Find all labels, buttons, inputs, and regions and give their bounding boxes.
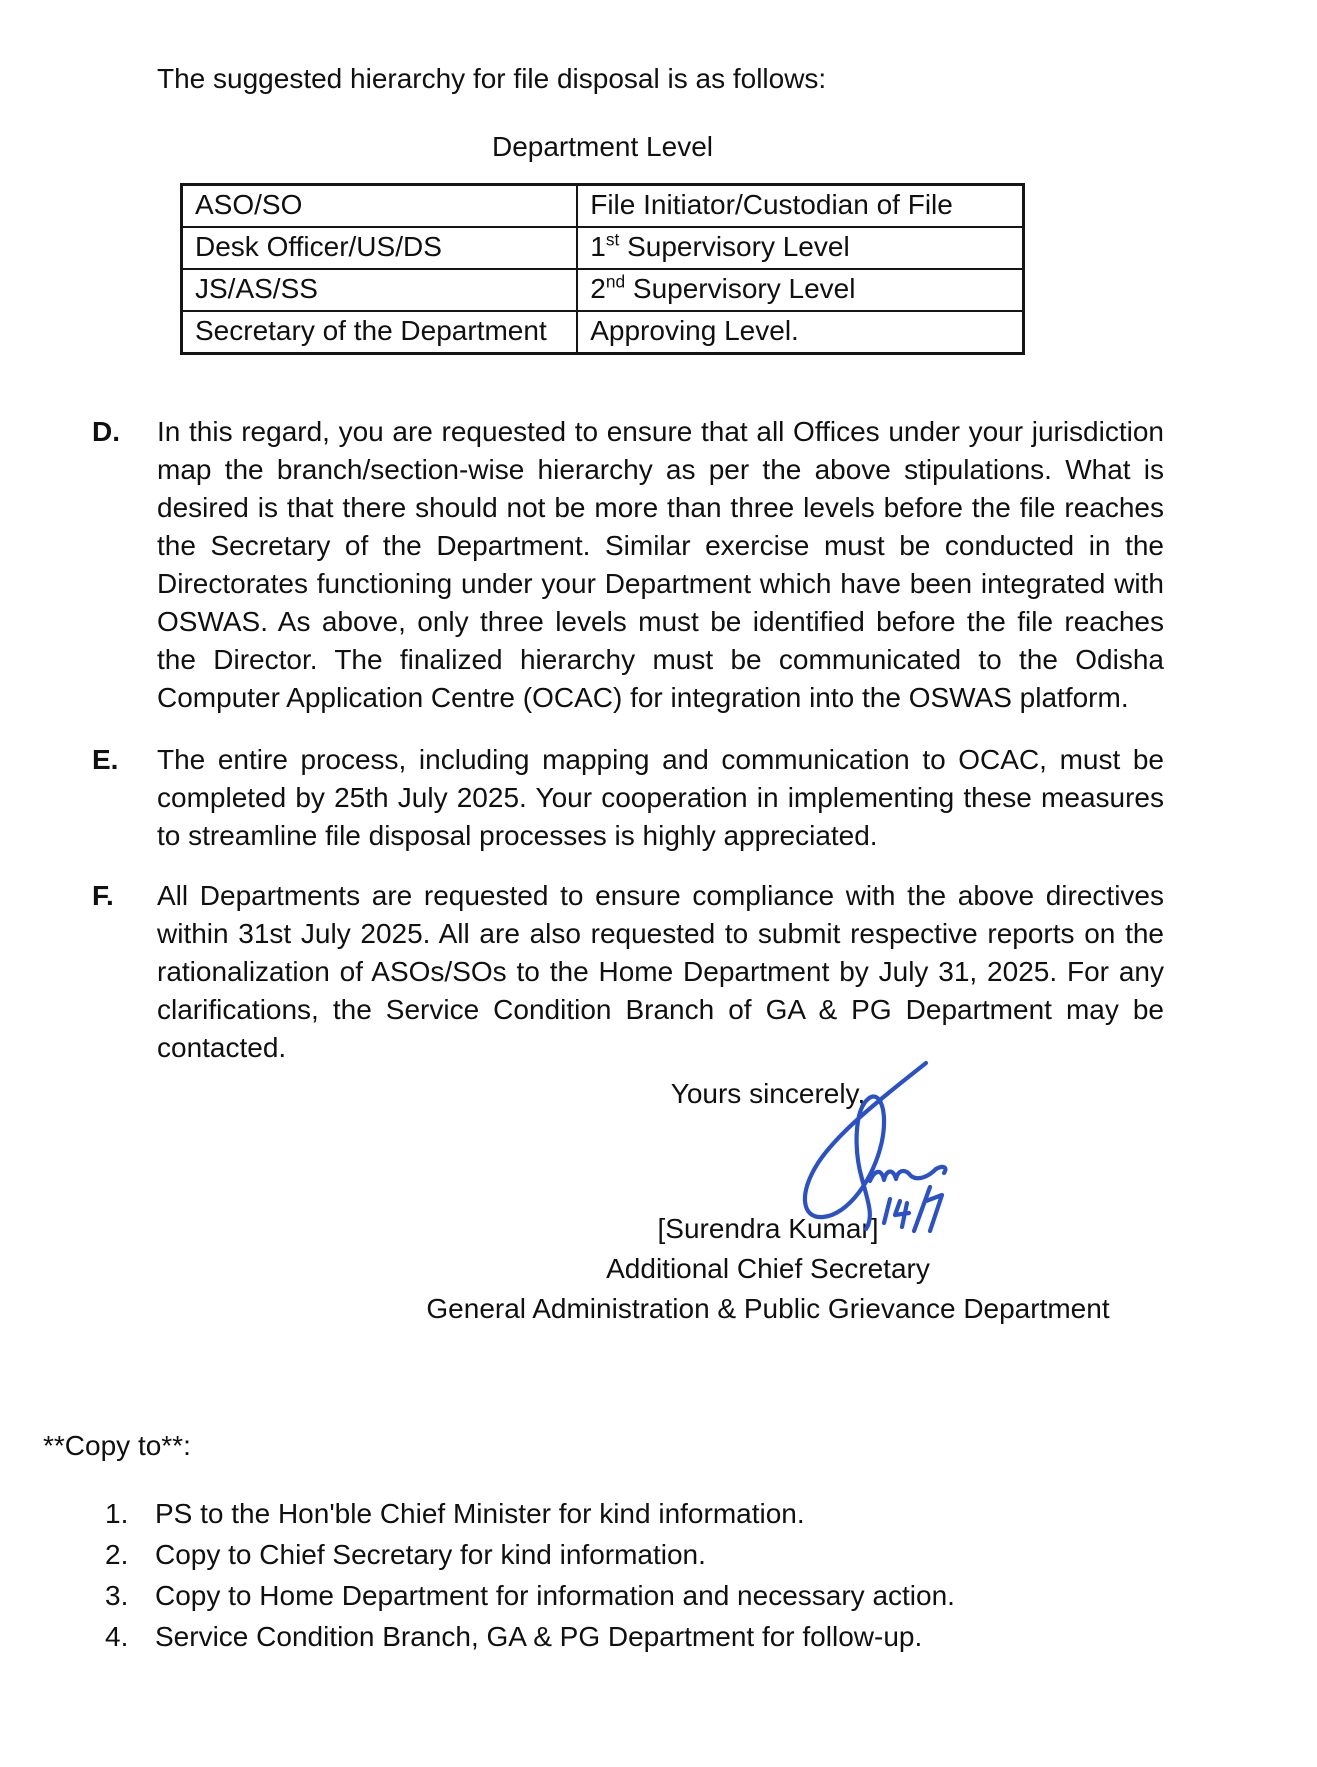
level-ordinal-suffix: st <box>605 229 620 250</box>
role-cell: JS/AS/SS <box>182 269 578 311</box>
item-text: Service Condition Branch, GA & PG Department for follow-up. <box>155 1621 923 1652</box>
hierarchy-table <box>180 183 1025 355</box>
table-row <box>182 269 1024 311</box>
role-cell: ASO/SO <box>182 185 578 228</box>
level-num: 2 <box>590 273 606 304</box>
list-item <box>105 1581 1317 1611</box>
list-item <box>105 1499 1317 1529</box>
paragraph-d-label: D. <box>92 416 120 447</box>
table-row <box>182 227 1024 269</box>
paragraph-e-text: The entire process, including mapping and communication to OCAC, must be completed by 25th July 2025. Your cooperation in implementing these measures to streamline file disposal processes is highly appreciated. <box>157 744 1164 851</box>
level-cell <box>577 269 1023 311</box>
paragraph-d <box>92 413 1164 717</box>
letter-page <box>0 62 1317 1767</box>
signatory-title: Additional Chief Secretary <box>606 1253 930 1284</box>
item-text: Copy to Chief Secretary for kind information. <box>155 1539 706 1570</box>
level-num: 1 <box>590 231 606 262</box>
level-ordinal-suffix: nd <box>605 271 626 292</box>
salutation: Yours sincerely, <box>670 1078 866 1109</box>
list-item <box>105 1622 1317 1652</box>
level-cell <box>577 311 1023 354</box>
signature-space <box>420 1113 1116 1209</box>
signatory-department: General Administration & Public Grievance Department <box>426 1293 1110 1324</box>
item-number: 2. <box>105 1539 129 1570</box>
level-cell <box>577 185 1023 228</box>
table-title: Department Level <box>491 131 713 162</box>
item-text: PS to the Hon'ble Chief Minister for kind information. <box>155 1498 805 1529</box>
table-row <box>182 311 1024 354</box>
paragraph-f-text: All Departments are requested to ensure compliance with the above directives within 31st July 2025. All are also requested to submit respective reports on the rationalization of ASOs/SOs to the Home Department by July 31, 2025. For any clarifications, the Service Condition Branch of GA & PG Department may be contacted. <box>157 880 1164 1063</box>
intro-text: The suggested hierarchy for file disposal is as follows: <box>157 63 827 94</box>
table-row <box>182 185 1024 228</box>
level-text: Approving Level. <box>590 315 799 346</box>
level-cell <box>577 227 1023 269</box>
copy-to-heading: **Copy to**: <box>43 1430 191 1461</box>
level-text: File Initiator/Custodian of File <box>590 189 953 220</box>
copy-to-list <box>105 1499 1317 1652</box>
item-number: 1. <box>105 1498 129 1529</box>
paragraph-e-label: E. <box>92 744 119 775</box>
paragraph-e <box>92 741 1164 855</box>
item-text: Copy to Home Department for information and necessary action. <box>155 1580 955 1611</box>
role-cell: Desk Officer/US/DS <box>182 227 578 269</box>
role-cell: Secretary of the Department <box>182 311 578 354</box>
level-text: Supervisory Level <box>619 231 850 262</box>
paragraph-f <box>92 877 1164 1067</box>
item-number: 4. <box>105 1621 129 1652</box>
list-item <box>105 1540 1317 1570</box>
level-text: Supervisory Level <box>625 273 856 304</box>
closing-block <box>420 1075 1116 1329</box>
paragraph-d-text: In this regard, you are requested to ensure that all Offices under your jurisdiction map the branch/section-wise hierarchy as per the above stipulations. What is desired is that there should not be more than three levels before the file reaches the Secretary of the Department. Similar exercise must be conducted in the Directorates functioning under your Department which have been integrated with OSWAS. As above, only three levels must be identified before the file reaches the Director. The finalized hierarchy must be communicated to the Odisha Computer Application Centre (OCAC) for integration into the OSWAS platform. <box>157 416 1164 713</box>
signatory-name: [Surendra Kumar] <box>657 1213 879 1244</box>
paragraph-f-label: F. <box>92 880 114 911</box>
item-number: 3. <box>105 1580 129 1611</box>
